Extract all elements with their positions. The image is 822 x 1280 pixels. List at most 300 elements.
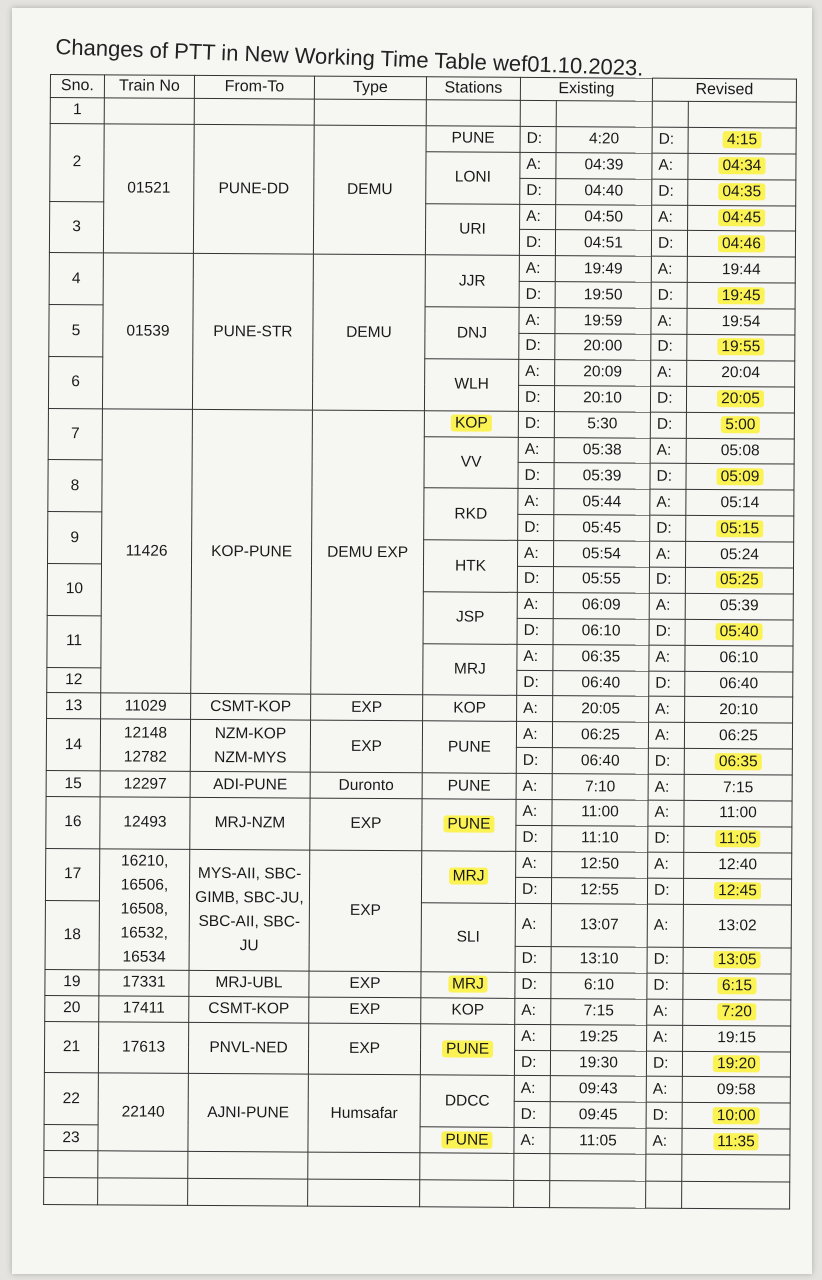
existing-time-cell: 04:51: [555, 230, 651, 256]
sno-cell: 9: [48, 512, 102, 564]
station-cell: SLI: [421, 902, 515, 972]
existing-time-cell: 04:50: [556, 204, 652, 230]
type-cell: DEMU: [313, 125, 426, 255]
type-cell: EXP: [309, 971, 421, 998]
revised-time-cell: 7:15: [684, 775, 792, 802]
train-no-cell: 11426: [101, 409, 193, 694]
empty-cell: [420, 1180, 514, 1208]
station-cell: WLH: [424, 359, 518, 411]
revised-ad-cell: D:: [647, 947, 683, 973]
highlighted-value: 19:20: [713, 1055, 760, 1072]
revised-ad-cell: D:: [649, 567, 685, 593]
existing-ad-cell: D:: [516, 825, 552, 851]
empty-cell: [188, 1178, 308, 1206]
sno-cell: 23: [44, 1125, 98, 1151]
train-no-cell: 01521: [103, 124, 194, 254]
highlighted-value: 04:45: [718, 209, 765, 226]
header-from-to: From-To: [194, 75, 314, 99]
existing-time-cell: 20:05: [553, 696, 649, 722]
revised-ad-cell: D:: [650, 412, 686, 438]
existing-ad-cell: A:: [519, 359, 555, 385]
existing-time-cell: 09:43: [550, 1076, 646, 1102]
header-type: Type: [314, 76, 426, 100]
type-cell: DEMU EXP: [311, 410, 425, 695]
revised-ad-cell: A:: [649, 645, 685, 671]
existing-time-cell: 05:44: [554, 489, 650, 515]
revised-ad-cell: D:: [650, 515, 686, 541]
existing-ad-cell: A:: [516, 851, 552, 877]
revised-time-cell: [686, 464, 794, 491]
empty-cell: [308, 1152, 420, 1180]
empty-cell: [646, 1181, 682, 1208]
existing-ad-cell: A:: [516, 722, 552, 748]
station-cell: MRJ: [423, 643, 517, 695]
revised-ad-cell: D:: [649, 671, 685, 697]
highlighted-value: 04:35: [718, 183, 765, 200]
type-cell: Duronto: [310, 772, 422, 799]
table-row: [46, 719, 792, 749]
empty-cell: [514, 1153, 550, 1180]
revised-ad-cell: D:: [646, 1051, 682, 1077]
station-cell: [420, 1127, 514, 1153]
train-no-cell: 12493: [100, 797, 190, 849]
revised-time-cell: [686, 412, 794, 439]
empty-cell: [188, 1151, 308, 1179]
existing-ad-cell: D:: [515, 946, 551, 972]
revised-ad-cell: D:: [647, 973, 683, 999]
table-row: [44, 1073, 790, 1103]
revised-time-cell: [685, 619, 793, 646]
type-cell: EXP: [309, 997, 421, 1024]
existing-ad-cell: D:: [515, 877, 551, 903]
revised-time-cell: [686, 516, 794, 543]
revised-ad-cell: A:: [648, 723, 684, 749]
revised-ad-cell: A:: [647, 999, 683, 1025]
empty-cell: [514, 1180, 550, 1207]
existing-time-cell: 20:10: [554, 385, 650, 411]
empty-cell: [308, 1179, 420, 1207]
existing-ad-cell: D:: [519, 230, 555, 256]
sno-cell: 8: [48, 460, 102, 512]
existing-time-cell: 04:39: [556, 152, 652, 178]
highlighted-value: 4:15: [723, 131, 761, 148]
revised-ad-cell: D:: [652, 179, 688, 205]
header-train-no: Train No: [104, 75, 194, 99]
sno-cell: 16: [46, 797, 100, 849]
revised-ad-cell: D:: [651, 231, 687, 257]
highlighted-value: 11:35: [713, 1133, 759, 1150]
highlighted-value: PUNE: [443, 816, 494, 833]
revised-ad-cell: A:: [650, 490, 686, 516]
sno-cell: 5: [49, 305, 103, 357]
station-cell: DNJ: [425, 307, 519, 359]
existing-time-cell: 19:25: [551, 1024, 647, 1050]
revised-ad-cell: A:: [646, 1128, 682, 1154]
train-no-cell: 17613: [98, 1021, 188, 1073]
station-cell: PUNE: [422, 773, 516, 799]
existing-time-cell: 13:07: [551, 903, 647, 947]
from-to-cell: AJNI-PUNE: [188, 1074, 308, 1152]
highlighted-value: 5:00: [721, 416, 759, 433]
existing-time-cell: 19:59: [555, 308, 651, 334]
existing-ad-cell: A:: [518, 541, 554, 567]
existing-ad-cell: A:: [517, 644, 553, 670]
header-stations: Stations: [426, 77, 520, 101]
type-cell: EXP: [310, 798, 422, 850]
empty-cell: [682, 1181, 790, 1209]
sno-cell: 22: [44, 1073, 98, 1125]
existing-ad-cell: A:: [514, 1076, 550, 1102]
existing-time-cell: 04:40: [556, 178, 652, 204]
station-cell: [420, 1023, 514, 1075]
revised-time-cell: 06:10: [685, 645, 793, 672]
highlighted-value: 11:05: [715, 830, 761, 847]
revised-ad-cell: D:: [648, 748, 684, 774]
sno-cell: 7: [48, 408, 102, 460]
existing-time-cell: 19:50: [555, 282, 651, 308]
highlighted-value: 19:55: [717, 339, 764, 356]
sno-cell: 1: [50, 98, 104, 124]
existing-time-cell: 11:10: [552, 826, 648, 852]
revised-ad-cell: A:: [651, 360, 687, 386]
revised-time-cell: 05:14: [686, 490, 794, 517]
station-cell: JSP: [423, 592, 517, 644]
revised-time-cell: 19:15: [683, 1025, 791, 1052]
station-cell: KOP: [423, 695, 517, 721]
highlighted-value: 06:35: [715, 753, 762, 770]
station-cell: [422, 799, 516, 851]
from-to-cell: PUNE-DD: [193, 124, 314, 254]
existing-ad-cell: A:: [519, 307, 555, 333]
station-cell: PUNE: [422, 721, 516, 773]
revised-time-cell: [688, 153, 796, 180]
existing-time-cell: 7:15: [551, 998, 647, 1024]
type-cell: EXP: [310, 720, 422, 772]
table-row: [45, 1021, 791, 1051]
revised-time-cell: [683, 878, 791, 905]
header-existing: Existing: [520, 77, 652, 101]
from-to-cell: MYS-AII, SBC- GIMB, SBC-JU, SBC-AII, SBC- JU: [189, 849, 310, 971]
existing-time-cell: 05:45: [554, 515, 650, 541]
sno-cell: 18: [45, 900, 99, 970]
revised-ad-cell: A:: [648, 774, 684, 800]
existing-ad-cell: D:: [518, 411, 554, 437]
sno-cell: 4: [49, 253, 103, 305]
station-cell: HTK: [423, 540, 517, 592]
revised-ad-cell: D:: [650, 386, 686, 412]
revised-time-cell: [684, 749, 792, 776]
revised-time-cell: [688, 127, 796, 154]
existing-ad-cell: D:: [518, 515, 554, 541]
sno-cell: 21: [44, 1021, 98, 1073]
empty-cell: [550, 1181, 646, 1209]
existing-time-cell: 4:20: [556, 126, 652, 152]
from-to-cell: NZM-KOP NZM-MYS: [190, 720, 310, 773]
train-no-cell: 12297: [100, 771, 190, 797]
revised-ad-cell: A:: [652, 205, 688, 231]
station-cell: PUNE: [426, 126, 520, 152]
existing-time-cell: 6:10: [551, 972, 647, 998]
existing-ad-cell: A:: [515, 1024, 551, 1050]
empty-cell: [682, 1154, 790, 1182]
highlighted-value: 05:09: [717, 468, 764, 485]
empty-cell: [44, 1178, 98, 1205]
existing-ad-cell: A:: [518, 489, 554, 515]
highlighted-value: 19:45: [718, 287, 765, 304]
revised-ad-cell: D:: [652, 127, 688, 153]
revised-ad-cell: A:: [648, 800, 684, 826]
header-sno: Sno.: [50, 75, 104, 98]
highlighted-value: 13:05: [714, 951, 761, 968]
table-row: [48, 408, 794, 438]
sno-cell: 3: [49, 201, 103, 253]
revised-time-cell: 19:44: [687, 257, 795, 284]
highlighted-value: PUNE: [441, 1131, 492, 1148]
revised-ad-cell: A:: [651, 257, 687, 283]
existing-ad-cell: A:: [516, 774, 552, 800]
revised-ad-cell: A:: [649, 697, 685, 723]
highlighted-value: 04:46: [718, 235, 765, 252]
sno-cell: 11: [47, 615, 101, 667]
revised-ad-cell: D:: [646, 1102, 682, 1128]
revised-ad-cell: A:: [650, 438, 686, 464]
existing-time-cell: 06:35: [553, 644, 649, 670]
highlighted-value: 04:34: [718, 157, 765, 174]
empty-cell: [98, 1178, 188, 1206]
empty-row: [44, 1178, 790, 1210]
station-cell: JJR: [425, 255, 519, 307]
type-cell: EXP: [311, 695, 423, 722]
empty-cell: [44, 1151, 98, 1178]
train-no-cell: 22140: [98, 1073, 188, 1151]
station-cell: LONI: [426, 152, 520, 204]
document-page: [12, 8, 812, 1274]
highlighted-value: MRJ: [449, 868, 489, 885]
highlighted-value: PUNE: [442, 1040, 493, 1057]
sno-cell: 10: [47, 564, 101, 616]
sno-cell: 13: [47, 693, 101, 719]
existing-time-cell: 19:49: [555, 256, 651, 282]
revised-ad-cell: A:: [649, 593, 685, 619]
empty-cell: [646, 1154, 682, 1181]
existing-ad-cell: D:: [520, 126, 556, 152]
from-to-cell: CSMT-KOP: [189, 996, 309, 1023]
header-revised: Revised: [652, 78, 796, 102]
existing-time-cell: 13:10: [551, 947, 647, 973]
existing-time-cell: 20:00: [555, 334, 651, 360]
train-no-cell: 01539: [102, 253, 193, 409]
station-cell: [421, 972, 515, 998]
empty-cell: [98, 1151, 188, 1179]
existing-time-cell: 06:09: [553, 593, 649, 619]
existing-ad-cell: A:: [517, 592, 553, 618]
revised-time-cell: 06:25: [684, 723, 792, 750]
existing-time-cell: 05:54: [554, 541, 650, 567]
existing-time-cell: 12:50: [552, 851, 648, 877]
existing-ad-cell: D:: [515, 972, 551, 998]
sno-cell: 17: [45, 848, 99, 900]
existing-ad-cell: D:: [514, 1102, 550, 1128]
existing-ad-cell: D:: [519, 333, 555, 359]
from-to-cell: CSMT-KOP: [191, 694, 311, 721]
revised-time-cell: 05:39: [685, 593, 793, 620]
revised-time-cell: 05:08: [686, 438, 794, 465]
type-cell: EXP: [308, 1023, 420, 1075]
revised-time-cell: [682, 1051, 790, 1078]
station-cell: DDCC: [420, 1075, 514, 1127]
table-row: [49, 253, 795, 283]
table-row: [46, 848, 792, 878]
highlighted-value: 7:20: [718, 1003, 756, 1020]
revised-time-cell: 12:40: [684, 852, 792, 879]
existing-ad-cell: D:: [517, 566, 553, 592]
revised-time-cell: [683, 973, 791, 1000]
revised-time-cell: [683, 999, 791, 1026]
station-cell: VV: [424, 436, 518, 488]
existing-ad-cell: D:: [517, 670, 553, 696]
existing-ad-cell: A:: [515, 998, 551, 1024]
from-to-cell: MRJ-UBL: [189, 970, 309, 997]
revised-ad-cell: A:: [647, 1025, 683, 1051]
revised-ad-cell: A:: [646, 1077, 682, 1103]
from-to-cell: MRJ-NZM: [190, 797, 310, 850]
existing-ad-cell: D:: [514, 1050, 550, 1076]
revised-time-cell: 13:02: [683, 904, 791, 948]
highlighted-value: 05:25: [716, 572, 763, 589]
existing-ad-cell: D:: [519, 282, 555, 308]
highlighted-value: 05:40: [716, 623, 763, 640]
train-no-cell: 12148 12782: [100, 719, 190, 771]
revised-time-cell: [687, 231, 795, 258]
revised-ad-cell: A:: [648, 852, 684, 878]
existing-time-cell: 12:55: [551, 877, 647, 903]
highlighted-value: 12:45: [714, 882, 761, 899]
sno-cell: 2: [50, 123, 104, 201]
timetable: [43, 74, 797, 1210]
existing-time-cell: 20:09: [555, 359, 651, 385]
revised-time-cell: [687, 334, 795, 361]
existing-time-cell: 06:40: [553, 670, 649, 696]
from-to-cell: PNVL-NED: [188, 1022, 308, 1075]
revised-time-cell: [682, 1103, 790, 1130]
existing-time-cell: 05:55: [553, 567, 649, 593]
sno-cell: 15: [46, 771, 100, 797]
revised-time-cell: [687, 283, 795, 310]
revised-ad-cell: A:: [651, 308, 687, 334]
revised-ad-cell: D:: [649, 619, 685, 645]
station-cell: URI: [425, 203, 519, 255]
existing-ad-cell: A:: [517, 696, 553, 722]
revised-time-cell: [682, 1129, 790, 1156]
revised-time-cell: [684, 826, 792, 853]
revised-ad-cell: D:: [650, 464, 686, 490]
existing-time-cell: 06:25: [552, 722, 648, 748]
page-title: Changes of PTT in New Working Time Table wef01.10.2023.: [55, 34, 644, 81]
existing-time-cell: 11:05: [550, 1128, 646, 1154]
existing-ad-cell: A:: [520, 152, 556, 178]
highlighted-value: 20:05: [717, 390, 764, 407]
from-to-cell: ADI-PUNE: [190, 772, 310, 799]
sno-cell: 6: [48, 356, 102, 408]
highlighted-value: 6:15: [718, 977, 756, 994]
existing-ad-cell: A:: [519, 256, 555, 282]
station-cell: RKD: [424, 488, 518, 540]
revised-time-cell: 20:10: [685, 697, 793, 724]
revised-time-cell: [683, 947, 791, 974]
revised-ad-cell: D:: [647, 878, 683, 904]
existing-time-cell: 09:45: [550, 1102, 646, 1128]
revised-time-cell: 11:00: [684, 800, 792, 827]
train-no-cell: 17411: [99, 996, 189, 1022]
existing-ad-cell: A:: [515, 903, 551, 947]
revised-time-cell: 20:04: [687, 360, 795, 387]
revised-time-cell: 06:40: [685, 671, 793, 698]
revised-ad-cell: A:: [652, 153, 688, 179]
sno-cell: 20: [45, 995, 99, 1021]
existing-time-cell: 19:30: [550, 1050, 646, 1076]
existing-time-cell: 06:10: [553, 618, 649, 644]
empty-cell: [550, 1154, 646, 1182]
revised-time-cell: [688, 179, 796, 206]
highlighted-value: 05:15: [716, 520, 763, 537]
revised-time-cell: [685, 567, 793, 594]
sno-cell: 19: [45, 969, 99, 995]
revised-time-cell: 05:24: [685, 542, 793, 569]
train-no-cell: 16210, 16506, 16508, 16532, 16534: [99, 849, 190, 971]
revised-time-cell: 19:54: [687, 309, 795, 336]
existing-time-cell: 06:40: [552, 748, 648, 774]
revised-ad-cell: A:: [649, 541, 685, 567]
existing-time-cell: 7:10: [552, 774, 648, 800]
revised-ad-cell: D:: [651, 282, 687, 308]
timetable-body: [44, 123, 797, 1209]
existing-time-cell: 5:30: [554, 411, 650, 437]
existing-ad-cell: D:: [517, 618, 553, 644]
existing-ad-cell: A:: [514, 1128, 550, 1154]
type-cell: EXP: [309, 850, 422, 972]
existing-time-cell: 05:38: [554, 437, 650, 463]
existing-ad-cell: A:: [518, 437, 554, 463]
revised-time-cell: [686, 386, 794, 413]
revised-ad-cell: D:: [651, 334, 687, 360]
train-no-cell: 17331: [99, 970, 189, 996]
station-cell: KOP: [421, 998, 515, 1024]
revised-time-cell: [688, 205, 796, 232]
existing-ad-cell: D:: [516, 748, 552, 774]
existing-time-cell: 11:00: [552, 800, 648, 826]
timetable-container: [43, 74, 796, 1229]
table-row: [46, 797, 792, 827]
revised-ad-cell: A:: [647, 904, 683, 948]
existing-ad-cell: A:: [516, 799, 552, 825]
existing-ad-cell: D:: [518, 463, 554, 489]
existing-ad-cell: D:: [520, 178, 556, 204]
highlighted-value: 10:00: [713, 1107, 760, 1124]
train-no-cell: 11029: [101, 693, 191, 719]
highlighted-value: KOP: [451, 415, 492, 432]
existing-ad-cell: A:: [520, 204, 556, 230]
empty-cell: [420, 1153, 514, 1181]
table-row: [50, 123, 796, 153]
sno-cell: 12: [47, 667, 101, 693]
revised-time-cell: 09:58: [682, 1077, 790, 1104]
station-cell: [424, 410, 518, 436]
station-cell: [421, 851, 515, 903]
existing-ad-cell: D:: [518, 385, 554, 411]
highlighted-value: MRJ: [448, 976, 488, 993]
type-cell: Humsafar: [308, 1074, 420, 1152]
from-to-cell: PUNE-STR: [192, 254, 313, 410]
